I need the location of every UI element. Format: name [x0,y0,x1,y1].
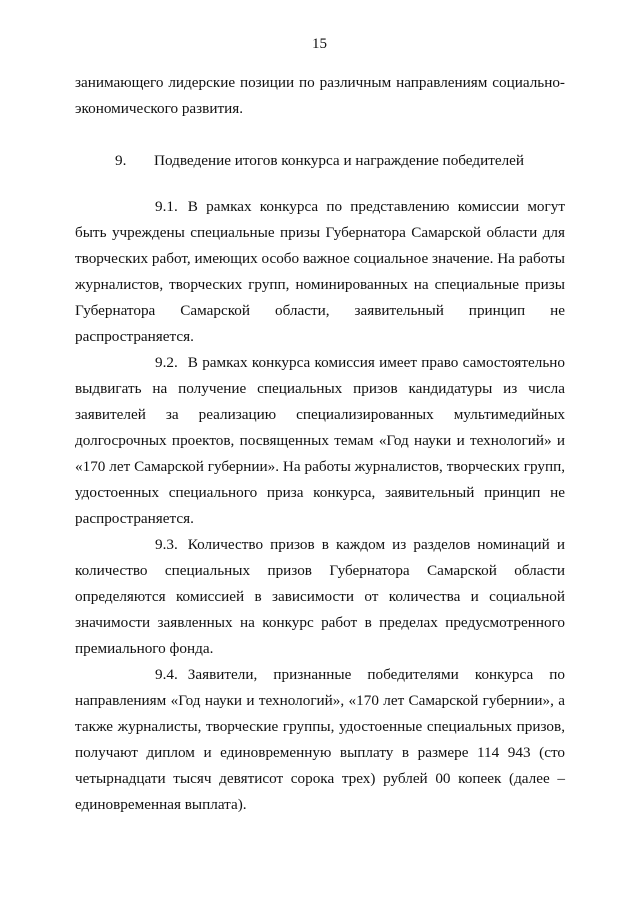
paragraph-9-2 [75,350,565,532]
paragraph-number: 9.3. [155,536,178,553]
paragraph-text: Количество призов в каждом из разделов номинаций и количество специальных призов Губернатора Самарской области определяются комиссией в зависимости от количества и социальной значимости заявленных на конкурс работ в пределах предусмотренного премиального фонда. [75,536,565,657]
section-title: Подведение итогов конкурса и награждение победителей [154,152,525,169]
section-number: 9. [115,152,127,169]
paragraph-number: 9.4. [155,666,178,683]
paragraph-text: Заявители, признанные победителями конкурса по направлениям «Год науки и технологий», «170 лет Самарской губернии», а также журналисты, творческие группы, удостоенные специальных призов, получают диплом и единовременную выплату в размере 114 943 (сто четырнадцати тысяч девятисот сорока трех) рублей 00 копеек (далее – единовременная выплата). [75,666,565,813]
continuation-text-block [75,70,565,122]
section-heading [75,148,565,174]
paragraph-number: 9.2. [155,354,178,371]
section-body [75,194,565,818]
paragraph-text: В рамках конкурса по представлению комиссии могут быть учреждены специальные призы Губернатора Самарской области для творческих работ, имеющих особо важное социальное значение. На работы журналистов, творческих групп, номинированных на специальные призы Губернатора Самарской области, заявительный принцип не распространяется. [75,198,566,345]
paragraph-9-1 [75,194,565,350]
paragraph-number: 9.1. [155,198,178,215]
paragraph-9-3 [75,532,565,662]
continuation-paragraph: занимающего лидерские позиции по различным направлениям социально-экономического развития. [75,74,565,117]
paragraph-9-4 [75,662,565,818]
paragraph-text: В рамках конкурса комиссия имеет право самостоятельно выдвигать на получение специальных призов кандидатуры из числа заявителей за реализацию специализированных мультимедийных долгосрочных проектов, посвященных темам «Год науки и технологий» и «170 лет Самарской губернии». На работы журналистов, творческих групп, удостоенных специального приза конкурса, заявительный принцип не распространяется. [75,354,565,527]
page-number: 15 [312,36,327,52]
